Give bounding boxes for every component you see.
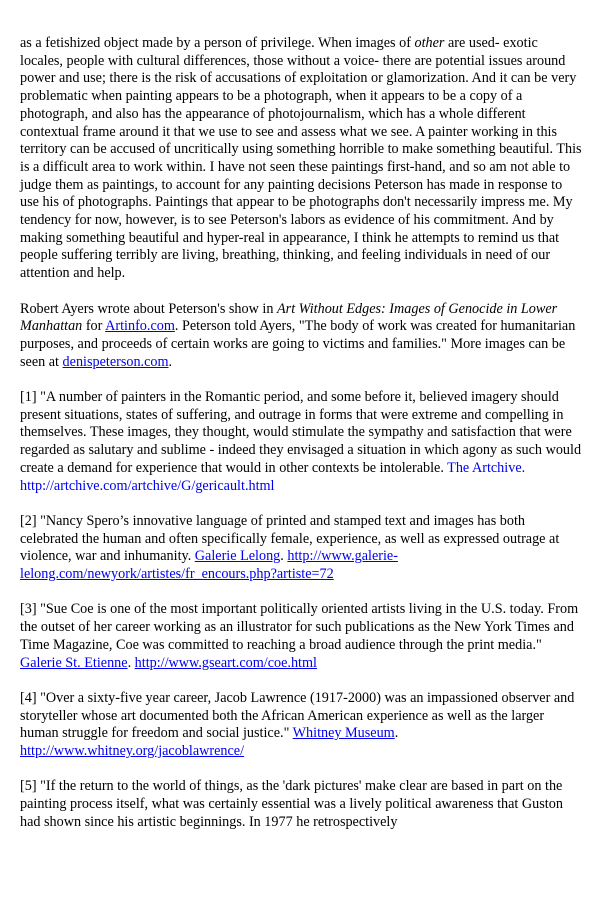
footnote-5 xyxy=(20,778,582,831)
article-title: Art Without Edges: Images of Genocide in Lower Manhattan xyxy=(20,300,558,335)
paragraph-text: for xyxy=(82,318,106,335)
separator-text: . xyxy=(127,654,135,671)
galerie-lelong-link[interactable]: Galerie Lelong xyxy=(194,548,281,565)
footnote-4 xyxy=(20,690,582,761)
gseart-url-link[interactable]: http://www.gseart.com/coe.html xyxy=(134,654,317,671)
footnote-text: [3] "Sue Coe is one of the most important politically oriented artists living in the U.S. today. From the outset of her career working as an illustrator for such publications as the New York Times and Time Magazine, Coe was committed to reaching a broad audience through the print media." xyxy=(20,601,579,653)
separator-text: . xyxy=(394,725,399,742)
footnote-text: [1] "A number of painters in the Romantic period, and some before it, believed imagery should present situations, states of suffering, and outrage in forms that were extreme and compelling in themselves. These images, they thought, would stimulate the sympathy and satisfaction that were regarded as salutary and sublime - indeed they envisaged a situation in which agony as such would create a demand for experience that would in other contexts be intolerable. xyxy=(20,389,582,476)
footnote-3 xyxy=(20,601,582,672)
paragraph-text: are used- exotic locales, people with cultural differences, those without a voice- there are potential issues around power and use; there is the risk of accusations of exploitation or glamorization. And it can be very problematic when painting appears to be a photograph, when it appears to be a copy of a photograph, and also has the appearance of photojournalism, which has a whole different contextual frame around it that we use to see and assess what we see. A painter working in this territory can be accused of uncritically using something horrible to make something beautiful. This is a difficult area to work within. I have not seen these paintings first-hand, and so am not able to judge them as paintings, to account for any painting decisions Peterson has made in response to use his of photographs. Paintings that appear to be photographs don't necessarily impress me. My tendency for now, however, is to see Peterson's labors as evidence of his commitment. And by making something beautiful and hyper-real in appearance, I think he attempts to remind us that people suffering terribly are living, breathing, thinking, and feeling individuals in need of our attention and help. xyxy=(20,35,582,282)
galerie-st-etienne-link[interactable]: Galerie St. Etienne xyxy=(20,654,128,671)
paragraph-text: as a fetishized object made by a person of privilege. When images of xyxy=(20,35,415,51)
artchive-url-link[interactable]: http://artchive.com/artchive/G/gericault.html xyxy=(20,477,275,494)
paragraph-text: . Peterson told Ayers, "The body of work was created for humanitarian purposes, and proceeds of certain works are going to victims and families." More images can be seen at xyxy=(20,318,576,370)
body-paragraph-ayers xyxy=(20,301,582,372)
emphasis-text: other xyxy=(414,35,445,51)
footnote-2 xyxy=(20,513,582,584)
footnote-1 xyxy=(20,389,582,495)
footnote-text: [5] "If the return to the world of things, as the 'dark pictures' make clear are based in part on the painting process itself, what was certainly essential was a lively political awareness that Guston had shown since his artistic beginnings. In 1977 he retrospectively xyxy=(20,778,563,830)
footnote-text: [2] "Nancy Spero’s innovative language of printed and stamped text and images has both celebrated the human and often specifically female, experience, as well as expressed outrage at violence, war and inhumanity. xyxy=(20,512,560,565)
whitney-url-link[interactable]: http://www.whitney.org/jacoblawrence/ xyxy=(20,743,245,760)
article-body xyxy=(20,35,582,849)
denispeterson-link[interactable]: denispeterson.com xyxy=(62,353,169,370)
galerie-lelong-url-link[interactable]: http://www.galerie-lelong.com/newyork/artistes/fr_encours.php?artiste=72 xyxy=(20,548,398,583)
separator-text: . xyxy=(280,548,288,565)
footnote-text: [4] "Over a sixty-five year career, Jacob Lawrence (1917-2000) was an impassioned observer and storyteller whose art documented both the African American experience as well as the larger human struggle for freedom and social justice." xyxy=(20,689,575,742)
artinfo-link[interactable]: Artinfo.com xyxy=(105,318,175,335)
body-paragraph xyxy=(20,35,582,283)
paragraph-text: Robert Ayers wrote about Peterson's show in xyxy=(20,300,277,317)
whitney-museum-link[interactable]: Whitney Museum xyxy=(292,725,395,742)
paragraph-text: . xyxy=(168,353,173,370)
artchive-link[interactable]: The Artchive. xyxy=(447,459,526,476)
